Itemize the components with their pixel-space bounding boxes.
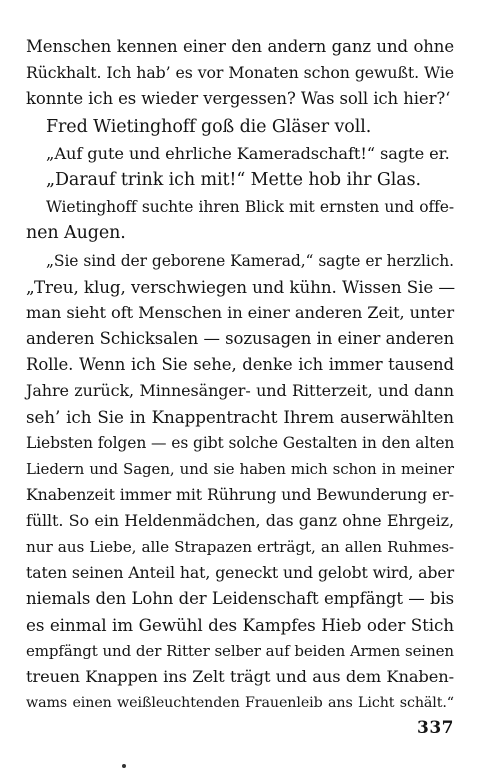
text-line: wams einen weißleuchtenden Frauenleib ans Licht schält.“ xyxy=(26,695,454,711)
text-line: konnte ich es wieder vergessen? Was soll ich hier?‘ xyxy=(26,89,451,108)
text-line: seh’ ich Sie in Knappentracht Ihrem auserwählten xyxy=(26,407,454,427)
text-line: taten seinen Anteil hat, geneckt und gelobt wird, aber xyxy=(26,563,455,582)
text-line: nur aus Liebe, alle Strapazen erträgt, an allen Ruhmes- xyxy=(26,538,454,556)
text-line: füllt. So ein Heldenmädchen, das ganz ohne Ehrgeiz, xyxy=(26,511,454,530)
text-line: Liedern und Sagen, und sie haben mich schon in meiner xyxy=(26,460,454,478)
text-line: niemals den Lohn der Leidenschaft empfängt — bis xyxy=(26,589,454,608)
text-line: treuen Knappen ins Zelt trägt und aus dem Knaben- xyxy=(26,667,454,686)
text-line: „Auf gute und ehrliche Kameradschaft!“ sagte er. xyxy=(46,144,450,163)
text-line: nen Augen. xyxy=(26,223,126,243)
text-line: empfängt und der Ritter selber auf beiden Armen seinen xyxy=(26,642,454,660)
text-line: Wietinghoff suchte ihren Blick mit ernsten und offe- xyxy=(46,198,454,216)
text-line: Rolle. Wenn ich Sie sehe, denke ich immer tausend xyxy=(26,355,454,374)
text-line: „Darauf trink ich mit!“ Mette hob ihr Glas. xyxy=(46,170,421,190)
text-line: „Treu, klug, verschwiegen und kühn. Wissen Sie — xyxy=(26,277,456,297)
text-line: Menschen kennen einer den andern ganz und ohne xyxy=(26,37,454,56)
text-line: es einmal im Gewühl des Kampfes Hieb oder Stich xyxy=(26,615,454,635)
text-line: „Sie sind der geborene Kamerad,“ sagte er herzlich. xyxy=(46,252,454,270)
text-line: man sieht oft Menschen in einer anderen Zeit, unter xyxy=(26,303,454,322)
text-line: Knabenzeit immer mit Rührung und Bewunderung er- xyxy=(26,485,454,504)
text-line: Jahre zurück, Minnesänger- und Ritterzeit, und dann xyxy=(26,381,454,400)
print-speck xyxy=(122,764,126,768)
page-number: 337 xyxy=(417,718,454,738)
text-line: Fred Wietinghoff goß die Gläser voll. xyxy=(46,117,372,137)
text-line: Liebsten folgen — es gibt solche Gestalten in den alten xyxy=(26,434,455,452)
text-line: anderen Schicksalen — sozusagen in einer anderen xyxy=(26,329,454,348)
text-line: Rückhalt. Ich hab’ es vor Monaten schon gewußt. Wie xyxy=(26,63,454,82)
